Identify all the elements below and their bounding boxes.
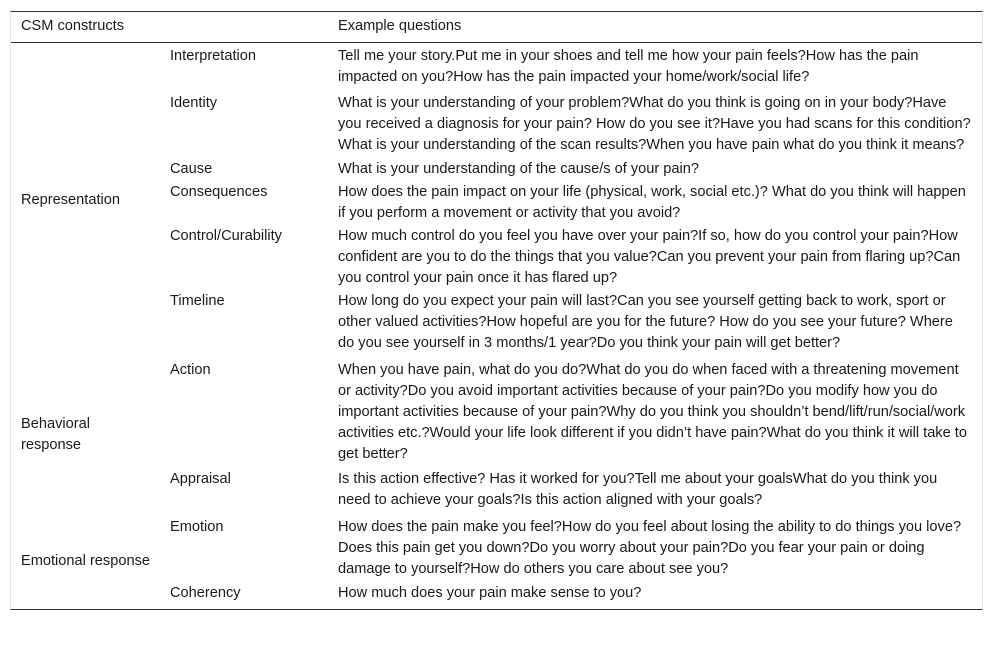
header-csm-constructs: CSM constructs — [11, 12, 328, 43]
group-representation: Representation — [21, 192, 120, 208]
questions-cell: How long do you expect your pain will last?Can you see yourself getting back to work, sport or other valued activities?How hopeful are you for the future? How do you see your future? Where do you see yourself in 3 months/1 year?Do you think your pain will get better? — [338, 293, 953, 351]
construct-cell: Timeline — [170, 293, 225, 309]
construct-cell: Identity — [170, 95, 218, 111]
questions-cell: How much control do you feel you have over your pain?If so, how do you control your pain?How confident are you to do the things that you value?Can you prevent your pain from flaring up?Can you control your pain once it has flared up? — [338, 228, 961, 286]
questions-cell: When you have pain, what do you do?What do you do when faced with a threatening movement or activity?Do you avoid important activities because of your pain?Do you modify how you do important activities because of your pain?Why do you think you shouldn’t bend/lift/run/social/work activities etc.?Would your life look different if you didn’t have pain?What do you think it will take to get better? — [338, 362, 967, 462]
construct-cell: Consequences — [170, 184, 268, 200]
construct-cell: Cause — [170, 161, 213, 177]
questions-cell: Tell me your story.Put me in your shoes and tell me how your pain feels?How has the pain impacted on you?How has the pain impacted your home/work/social life? — [338, 48, 919, 85]
header-row — [11, 12, 982, 43]
group-emotional-response: Emotional response — [21, 552, 150, 569]
header-example-questions: Example questions — [328, 12, 982, 43]
table-row — [11, 43, 982, 90]
construct-cell: Coherency — [170, 585, 241, 601]
table-row — [11, 513, 982, 581]
questions-cell: What is your understanding of your problem?What do you think is going on in your body?Have you received a diagnosis for your pain? How do you see it?Have you had scans for this condition? What is your understanding of the scan results?When you have pain what do you think it means? — [338, 95, 971, 153]
csm-questions-table — [10, 11, 983, 610]
construct-cell: Interpretation — [170, 48, 256, 64]
questions-cell: Is this action effective? Has it worked for you?Tell me about your goalsWhat do you think you need to achieve your goals?Is this action aligned with your goals? — [338, 471, 938, 508]
construct-cell: Action — [170, 362, 211, 378]
table — [11, 12, 982, 609]
questions-cell: What is your understanding of the cause/s of your pain? — [338, 161, 700, 177]
questions-cell: How much does your pain make sense to you? — [338, 585, 642, 601]
construct-cell: Control/Curability — [170, 228, 282, 244]
questions-cell: How does the pain impact on your life (physical, work, social etc.)? What do you think will happen if you perform a movement or activity that you avoid? — [338, 184, 966, 221]
group-behavioral-response: Behavioral response — [21, 415, 90, 453]
construct-cell: Appraisal — [170, 471, 231, 487]
table-row — [11, 356, 982, 466]
construct-cell: Emotion — [170, 519, 224, 535]
questions-cell: How does the pain make you feel?How do you feel about losing the ability to do things you love?Does this pain get you down?Do you worry about your pain?Do you fear your pain or doing damage to yourself?How do others you care about see you? — [338, 519, 962, 577]
